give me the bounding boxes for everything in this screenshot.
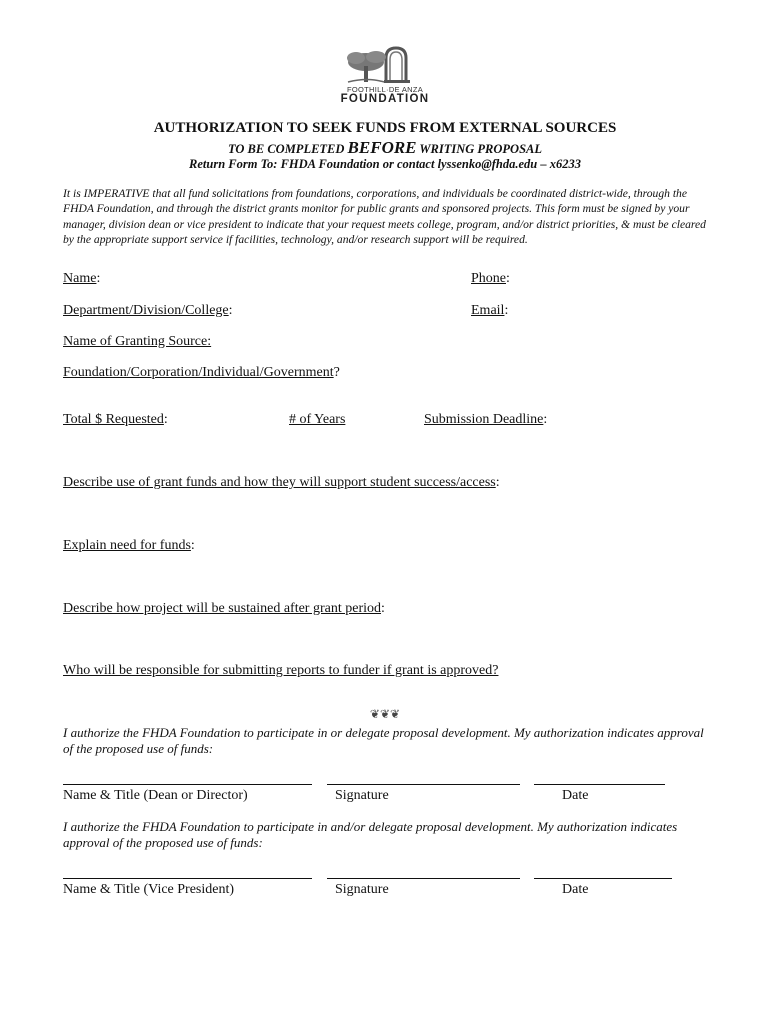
need-for-funds-label: Explain need for funds xyxy=(63,538,191,553)
phone-colon: : xyxy=(506,271,510,286)
sustainability-label: Describe how project will be sustained after grant period xyxy=(63,601,382,616)
date-line-2[interactable] xyxy=(534,878,672,879)
phone-label: Phone xyxy=(471,271,506,286)
need-for-funds-question[interactable] xyxy=(63,538,195,554)
sustainability-question[interactable] xyxy=(63,601,385,617)
logo-line2: FOUNDATION xyxy=(340,93,430,105)
department-field[interactable] xyxy=(63,303,233,319)
authorization-statement-1: I authorize the FHDA Foundation to participate in or delegate proposal development. My authorization indicates approval of the proposed use of funds: xyxy=(63,725,704,756)
authorization-statement-2: I authorize the FHDA Foundation to participate in and/or delegate proposal development. My authorization indicates approval of the proposed use of funds: xyxy=(63,819,678,850)
deadline-label: Submission Deadline xyxy=(424,412,544,427)
name-title-label-1: Name & Title (Dean or Director) xyxy=(63,788,248,803)
signature-line-2[interactable] xyxy=(327,878,520,879)
logo-line1: FOOTHILL·DE ANZA xyxy=(346,85,424,94)
name-field[interactable] xyxy=(63,271,100,287)
phone-field[interactable] xyxy=(471,271,510,287)
name-title-line-1[interactable] xyxy=(63,784,312,785)
date-label-2: Date xyxy=(562,882,589,897)
email-label: Email xyxy=(471,303,505,318)
signature-label-2: Signature xyxy=(335,882,389,897)
use-of-funds-colon: : xyxy=(495,475,500,490)
date-label-1: Date xyxy=(562,788,589,803)
use-of-funds-question[interactable] xyxy=(63,475,500,491)
date-line-1[interactable] xyxy=(534,784,665,785)
ornament-divider-icon: ❦❦❦ xyxy=(369,707,401,721)
source-type-suffix: ? xyxy=(333,365,340,380)
form-title: AUTHORIZATION TO SEEK FUNDS FROM EXTERNAL SOURCES xyxy=(153,120,617,136)
need-for-funds-colon: : xyxy=(190,538,195,553)
granting-source-field[interactable]: Name of Granting Source: xyxy=(63,334,212,349)
source-type-field[interactable] xyxy=(63,365,340,381)
return-instructions: Return Form To: FHDA Foundation or contact lyssenko@fhda.edu – x6233 xyxy=(189,157,581,171)
total-requested-colon: : xyxy=(163,412,168,427)
years-field[interactable]: # of Years xyxy=(289,412,346,427)
sustainability-colon: : xyxy=(381,601,385,616)
source-type-label: Foundation/Corporation/Individual/Government xyxy=(63,365,334,380)
total-requested-field[interactable] xyxy=(63,412,168,428)
reports-question[interactable]: Who will be responsible for submitting reports to funder if grant is approved? xyxy=(63,663,499,678)
deadline-field[interactable] xyxy=(424,412,547,428)
email-field[interactable] xyxy=(471,303,508,319)
completion-note xyxy=(0,138,770,158)
name-title-line-2[interactable] xyxy=(63,878,312,879)
name-colon: : xyxy=(96,271,101,286)
department-label: Department/Division/College xyxy=(63,303,229,318)
use-of-funds-label: Describe use of grant funds and how they will support student success/access xyxy=(63,475,496,490)
signature-label-1: Signature xyxy=(335,788,389,803)
name-label: Name xyxy=(63,271,97,286)
deadline-colon: : xyxy=(543,412,548,427)
signature-line-1[interactable] xyxy=(327,784,520,785)
department-colon: : xyxy=(228,303,233,318)
name-title-label-2: Name & Title (Vice President) xyxy=(63,882,235,897)
completion-note-post: WRITING PROPOSAL xyxy=(416,142,543,156)
completion-note-pre: TO BE COMPLETED xyxy=(227,142,348,156)
total-requested-label: Total $ Requested xyxy=(63,412,164,427)
completion-note-before: BEFORE xyxy=(347,138,417,157)
email-colon: : xyxy=(504,303,509,318)
intro-paragraph: It is IMPERATIVE that all fund solicitations from foundations, corporations, and individuals be coordinated district-wide, through the FHDA Foundation, and through the district grants monitor for public grants and sponsored projects. This form must be signed by your manager, division dean or vice president to indicate that your request meets college, program, and/or district priorities, & must be cleared by the appropriate support service if facilities, technology, and/or research support will be required. xyxy=(63,187,706,246)
